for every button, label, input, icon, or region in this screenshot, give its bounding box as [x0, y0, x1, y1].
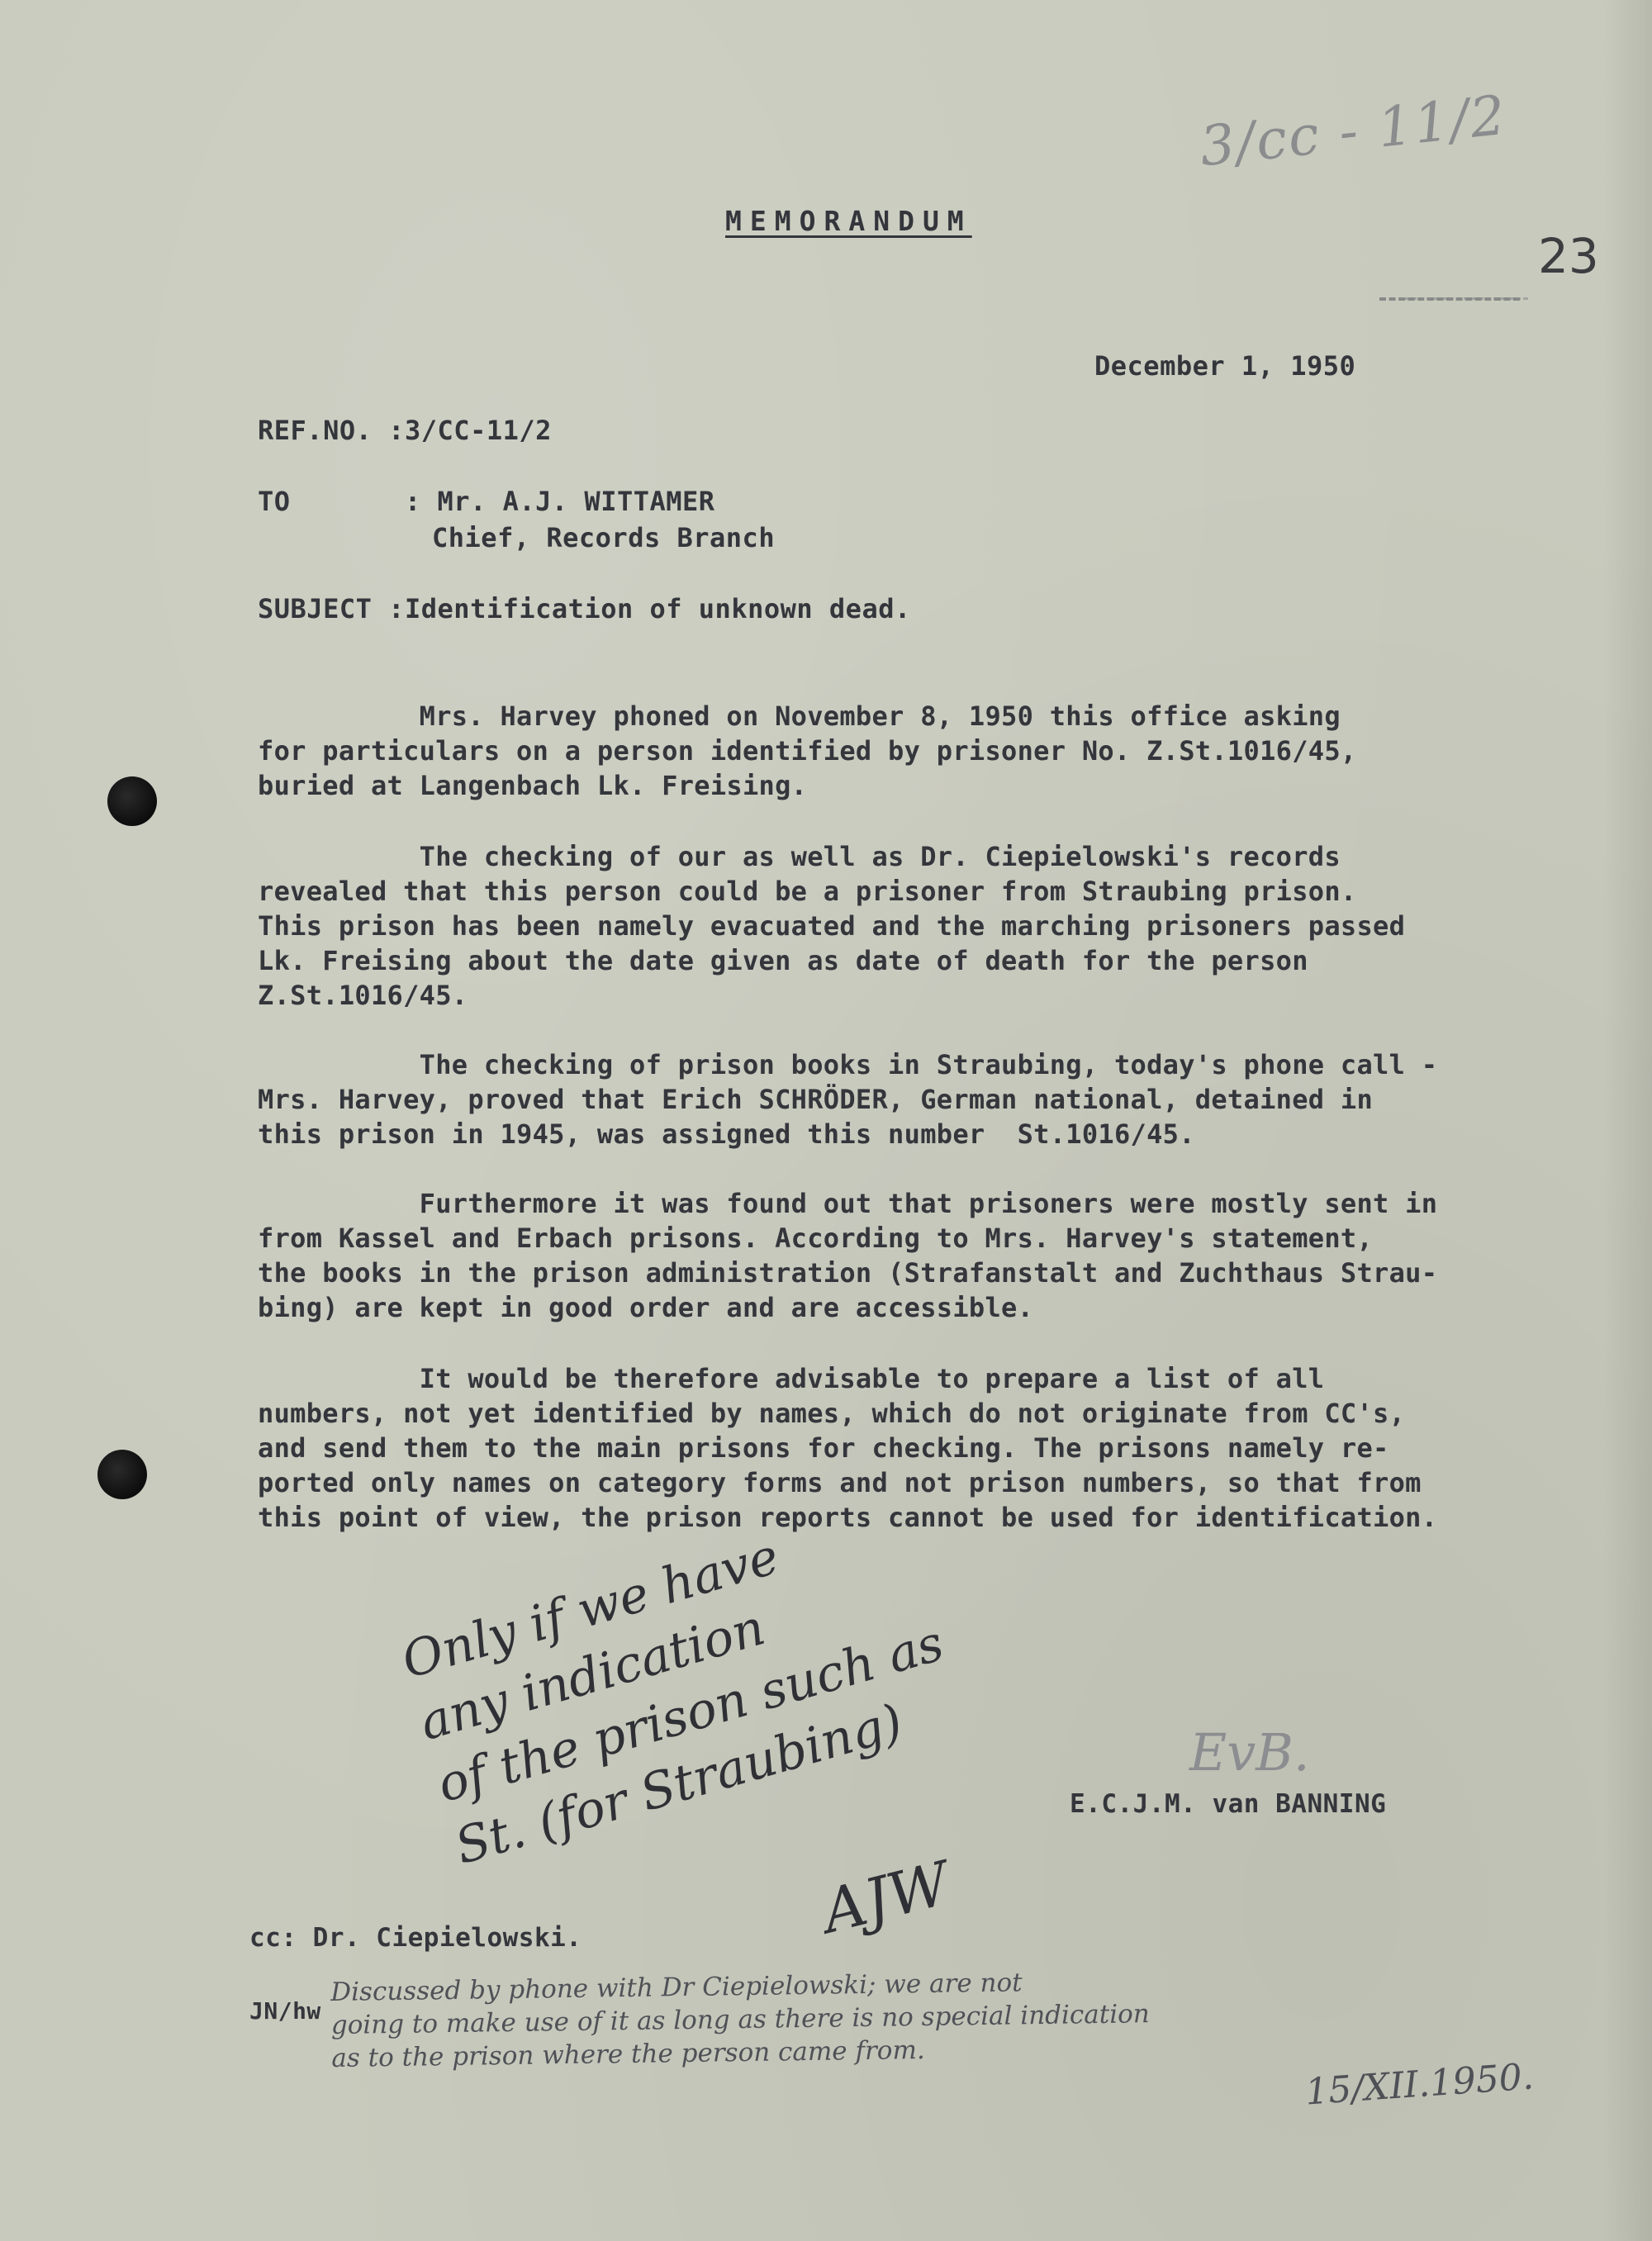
subject-value: Identification of unknown dead.	[405, 593, 911, 624]
handwritten-note-date: 15/XII.1950.	[1303, 2055, 1536, 2114]
punch-hole	[97, 1450, 147, 1499]
subject-label: SUBJECT :	[258, 593, 405, 624]
punch-hole	[107, 776, 157, 826]
handwritten-minute: Only if we have any indication of the prison such as St. (for Straubing)	[396, 1527, 950, 1877]
body-paragraph-1: Mrs. Harvey phoned on November 8, 1950 this office asking for particulars on a person identified by prisoner No. Z.St.1016/45, buried at Langenbach Lk. Freising.	[258, 700, 1357, 801]
to-recipient: : Mr. A.J. WITTAMER	[405, 486, 715, 517]
page-edge-shadow	[1602, 0, 1652, 2241]
to-label: TO	[258, 486, 291, 517]
to-recipient-title: Chief, Records Branch	[432, 522, 776, 553]
memo-date: December 1, 1950	[1094, 350, 1356, 382]
typist-initials: JN/hw	[249, 1997, 321, 2025]
memo-title: MEMORANDUM	[725, 205, 972, 237]
handwritten-minute-initials: AJW	[815, 1848, 957, 1947]
stamp-mark	[1404, 281, 1528, 300]
body-paragraph-4: Furthermore it was found out that prisoners were mostly sent in from Kassel and Erbach prisons. According to Mrs. Harvey's statement, the books in the prison administration (Strafanstalt and Zuchthaus Strau- bing) are kept in good order and are accessible.	[258, 1188, 1438, 1323]
body-paragraph-2: The checking of our as well as Dr. Ciepielowski's records revealed that this person could be a prisoner from Straubing prison. This prison has been namely evacuated and the marching prisoners passed Lk. Freising about the date given as date of death for the person Z.St.1016/45.	[258, 841, 1406, 1011]
body-paragraph-5: It would be therefore advisable to prepare a list of all numbers, not yet identified by names, which do not originate from CC's, and send them to the main prisons for checking. The prisons namely re- ported only names on category forms and not prison numbers, so that from this point of view, the prison reports cannot be used for identification.	[258, 1363, 1438, 1533]
file-reference-handwritten: 3/cc - 11/2	[1196, 83, 1510, 179]
ref-value: 3/CC-11/2	[405, 415, 552, 446]
ref-label: REF.NO. :	[258, 415, 405, 446]
signature-name: E.C.J.M. van BANNING	[1070, 1789, 1387, 1819]
signature-initials: EvB.	[1189, 1722, 1310, 1783]
body-paragraph-3: The checking of prison books in Straubing, today's phone call - Mrs. Harvey, proved that Erich SCHRÖDER, German national, detained in this prison in 1945, was assigned this number St.1016/45.	[258, 1049, 1438, 1150]
cc-line: cc: Dr. Ciepielowski.	[249, 1923, 582, 1953]
page-number: 23	[1538, 228, 1599, 284]
handwritten-note: Discussed by phone with Dr Ciepielowski; we are not going to make use of it as long as there is no special indication as to the prison where the person came from.	[330, 1968, 1151, 2073]
